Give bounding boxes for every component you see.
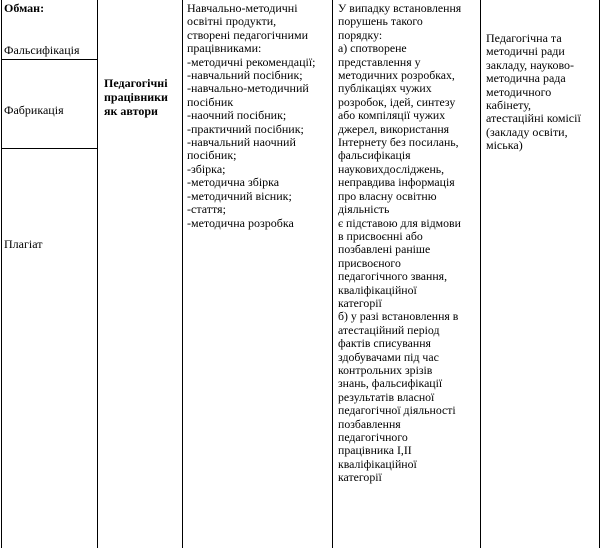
text-line: порушень такого	[338, 14, 423, 29]
text-line: неправдива інформація	[338, 175, 455, 190]
text-line: -методична збірка	[187, 175, 280, 190]
text-line: методичні ради	[486, 44, 565, 59]
cell-violation-procedure	[338, 2, 461, 485]
text-line: Інтернету без посилань,	[338, 135, 459, 150]
text-line: є підставою для відмови	[338, 215, 461, 230]
text-line: здобувачами під час	[338, 349, 439, 364]
text-line: -навчально-методичний	[187, 81, 309, 96]
text-line: категорії	[338, 470, 382, 485]
text-line: створені педагогічними	[187, 27, 309, 42]
text-line: Педагогічні	[104, 76, 168, 90]
cell-products-list	[187, 2, 316, 230]
text-line: в присвоєнні або	[338, 228, 423, 243]
text-line: науковихдосліджень,	[338, 161, 445, 176]
border-col-3-4	[332, 0, 333, 548]
cell-fabrication: Фабрикація	[4, 103, 64, 117]
text-line: знань, фальсифікації	[338, 376, 443, 391]
text-line: а) спотворене	[338, 41, 407, 56]
text-line: порядку:	[338, 27, 383, 42]
text-line: публікаціях чужих	[338, 81, 432, 96]
text-line: посібник	[187, 94, 234, 109]
text-line: педагогічного звання,	[338, 269, 448, 284]
text-line: фальсифікація	[338, 148, 411, 163]
text-line: -наочний посібник;	[187, 108, 287, 123]
text-line: як автори	[104, 104, 158, 118]
text-line: атестаційні комісії	[486, 111, 581, 126]
text-line: міська)	[486, 138, 523, 153]
text-line: працівниками:	[187, 41, 262, 56]
text-line: фактів списування	[338, 336, 431, 351]
text-line: б) у разі встановлення в	[338, 309, 459, 324]
cell-subject-authors	[104, 76, 168, 118]
border-right	[599, 0, 600, 548]
border-col-2-3	[182, 0, 183, 548]
text-line: -навчальний посібник;	[187, 68, 303, 83]
text-line: методичних розробках,	[338, 68, 455, 83]
text-line: педагогічної діяльності	[338, 403, 456, 418]
text-line: Педагогічна та	[486, 31, 562, 45]
text-line: результатів власної	[338, 389, 435, 404]
text-line: методична рада	[486, 71, 566, 86]
text-line: -стаття;	[187, 202, 226, 217]
text-line: атестаційний період	[338, 322, 440, 337]
text-line: -збірка;	[187, 161, 226, 176]
text-line: Навчально-методичні	[187, 1, 298, 15]
text-line: присвоєного	[338, 255, 401, 270]
text-line: розробок, ідей, синтезу	[338, 94, 456, 109]
text-line: позбавлення	[338, 416, 401, 431]
text-line: педагогічного	[338, 430, 408, 444]
row-divider-2	[1, 148, 98, 149]
text-line: діяльність	[338, 202, 390, 217]
text-line: кабінету,	[486, 98, 532, 113]
text-line: -методичний вісник;	[187, 188, 292, 203]
text-line: про власну освітню	[338, 188, 437, 203]
text-line: закладу, науково-	[486, 57, 575, 72]
text-line: категорії	[338, 295, 382, 310]
text-line: У випадку встановлення	[338, 1, 462, 15]
text-line: позбавлені раніше	[338, 242, 431, 257]
text-line: -методичні рекомендації;	[187, 54, 316, 69]
text-line: працівники	[104, 90, 168, 104]
text-line: -практичний посібник;	[187, 121, 304, 136]
text-line: освітні продукти,	[187, 14, 277, 29]
text-line: працівника І,ІІ	[338, 443, 412, 458]
text-line: кваліфікаційної	[338, 282, 417, 297]
text-line: посібник;	[187, 148, 237, 163]
border-col-1-2	[97, 0, 98, 548]
border-left	[1, 0, 2, 548]
text-line: джерел, використання	[338, 121, 450, 136]
cell-header-deception: Обман:	[4, 1, 45, 15]
border-col-4-5	[480, 0, 481, 548]
text-line: -навчальний наочний	[187, 135, 296, 150]
text-line: (закладу освіти,	[486, 124, 568, 139]
text-line: методичного	[486, 84, 552, 99]
text-line: або компіляції чужих	[338, 108, 446, 123]
text-line: контрольних зрізів	[338, 362, 433, 377]
text-line: кваліфікаційної	[338, 456, 417, 471]
cell-falsification: Фальсифікація	[4, 43, 80, 57]
text-line: -методична розробка	[187, 215, 294, 230]
text-line: представлення у	[338, 54, 421, 69]
cell-responsible-bodies	[486, 32, 581, 153]
cell-plagiarism: Плагіат	[4, 237, 43, 251]
row-divider-1	[1, 59, 98, 60]
